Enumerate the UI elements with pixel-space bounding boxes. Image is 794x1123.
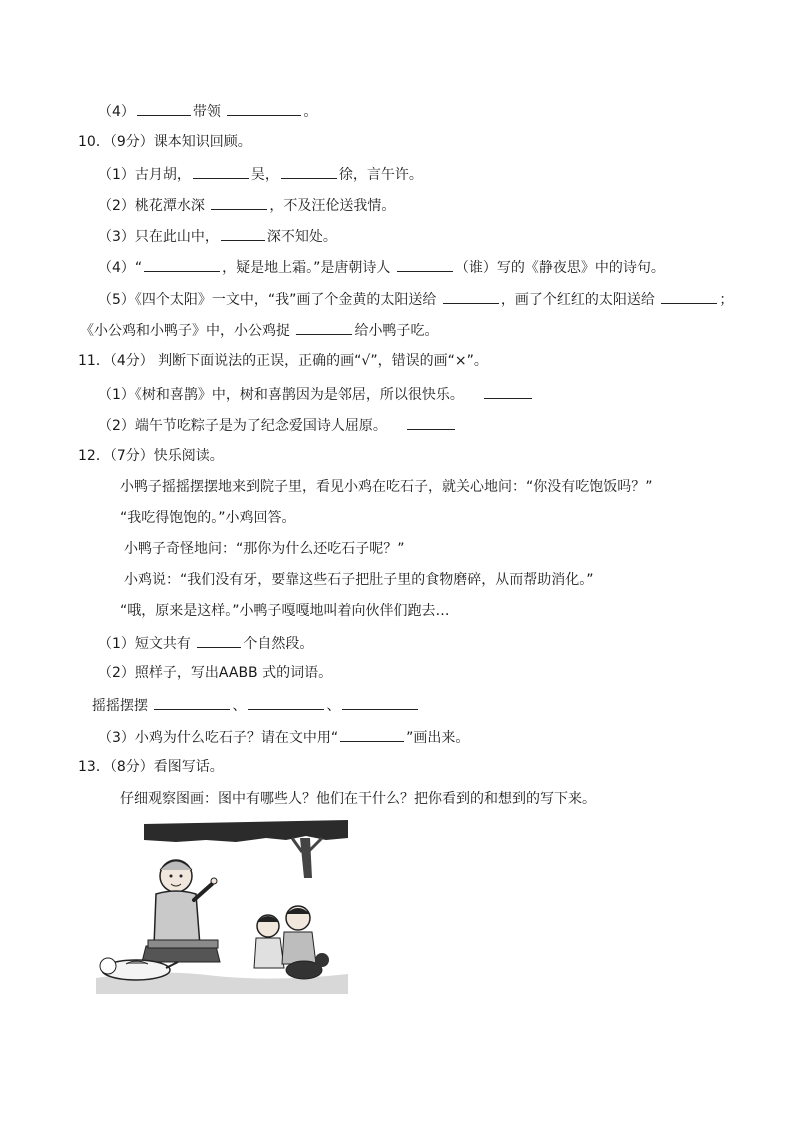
item-text: （谁）写的《静夜思》中的诗句。 [454,260,665,276]
passage-paragraph-5: “哦，原来是这样。”小鸭子嘎嘎地叫着向伙伴们跑去… [120,603,450,619]
passage-paragraph-3: 小鸭子奇怪地问：“那你为什么还吃石子呢？” [124,541,405,557]
q12-item2-answer [92,695,420,715]
child-girl-figure [254,915,284,968]
story-illustration [96,818,348,994]
q10-item3 [98,226,337,246]
item-text: （3）只在此山中， [98,229,219,245]
item-text: ”画出来。 [406,730,470,746]
q12-heading: 12．（7分）快乐阅读。 [78,448,224,464]
answer-blank[interactable] [407,415,455,430]
item-text: 带领 [192,104,221,120]
answer-blank[interactable] [248,695,324,710]
q11-heading: 11．（4分） 判断下面说法的正误，正确的画“√”，错误的画“×”。 [78,353,488,369]
q10-item2 [98,195,395,215]
tree-canopy [144,820,348,842]
answer-blank[interactable] [193,164,249,179]
q12-item1 [98,633,313,653]
q12-item3 [98,727,469,747]
q13-heading: 13．（8分）看图写话。 [78,759,224,775]
answer-blank[interactable] [227,101,301,116]
item-text: （1）古月胡， [98,167,191,183]
q9-item4 [98,101,317,121]
answer-blank[interactable] [211,195,267,210]
answer-blank[interactable] [281,164,337,179]
item-text: （4）“ [98,260,143,276]
q10-item5-cont [80,320,438,340]
q11-item1 [98,384,534,404]
item-number: （4） [98,104,135,120]
q10-item5 [98,289,733,309]
grandmother-figure [142,860,220,962]
child-boy-figure [282,906,316,964]
answer-blank[interactable] [340,727,404,742]
item-text: ，不及汪伦送我情。 [269,198,396,214]
item-text: ，疑是地上霜。”是唐朝诗人 [222,260,391,276]
item-text: ，画了个红红的太阳送给 [500,292,655,308]
q12-item2: （2）照样子，写出AABB 式的词语。 [98,665,333,681]
item-text: （2）桃花潭水深 [98,198,205,214]
item-text: ； [719,292,734,308]
answer-blank[interactable] [154,695,230,710]
q10-heading: 10．（9分）课本知识回顾。 [78,134,252,150]
item-text: 吴， [250,167,279,183]
item-text: （3）小鸡为什么吃石子？请在文中用“ [98,730,339,746]
item-text: （1）短文共有 [98,636,191,652]
answer-blank[interactable] [296,320,352,335]
item-text: 徐，言午许。 [338,167,423,183]
answer-blank[interactable] [443,289,499,304]
q11-item2 [98,415,457,435]
item-text: 给小鸭子吃。 [354,323,439,339]
passage-paragraph-2: “我吃得饱饱的。”小鸡回答。 [120,510,296,526]
item-text: （2）端午节吃粽子是为了纪念爱国诗人屈原。 [98,418,387,434]
q10-item4 [98,257,665,277]
item-text: （1）《树和喜鹊》中，树和喜鹊因为是邻居，所以很快乐。 [98,387,464,403]
item-text: 个自然段。 [243,636,314,652]
example-word: 摇摇摆摆 [92,698,148,714]
separator: 、 [326,698,341,714]
tree-trunk [300,838,312,878]
answer-blank[interactable] [197,633,241,648]
answer-blank[interactable] [137,101,191,116]
q10-item1 [98,164,423,184]
passage-paragraph-1: 小鸭子摇摇摆摆地来到院子里，看见小鸡在吃石子，就关心地问：“你没有吃饱饭吗？” [120,479,653,495]
answer-blank[interactable] [342,695,418,710]
item-text: 《小公鸡和小鸭子》中，小公鸡捉 [80,323,290,339]
answer-blank[interactable] [144,257,220,272]
item-text: 。 [303,104,318,120]
illustration-svg [96,818,348,994]
answer-blank[interactable] [484,384,532,399]
separator: 、 [232,698,247,714]
answer-blank[interactable] [661,289,717,304]
q13-prompt: 仔细观察图画：图中有哪些人？他们在干什么？把你看到的和想到的写下来。 [120,791,596,807]
answer-blank[interactable] [221,226,265,241]
answer-blank[interactable] [397,257,453,272]
item-text: 深不知处。 [266,229,337,245]
passage-paragraph-4: 小鸡说：“我们没有牙，要靠这些石子把肚子里的食物磨碎，从而帮助消化。” [124,572,594,588]
item-text: （5）《四个太阳》一文中，“我”画了个金黄的太阳送给 [98,292,437,308]
